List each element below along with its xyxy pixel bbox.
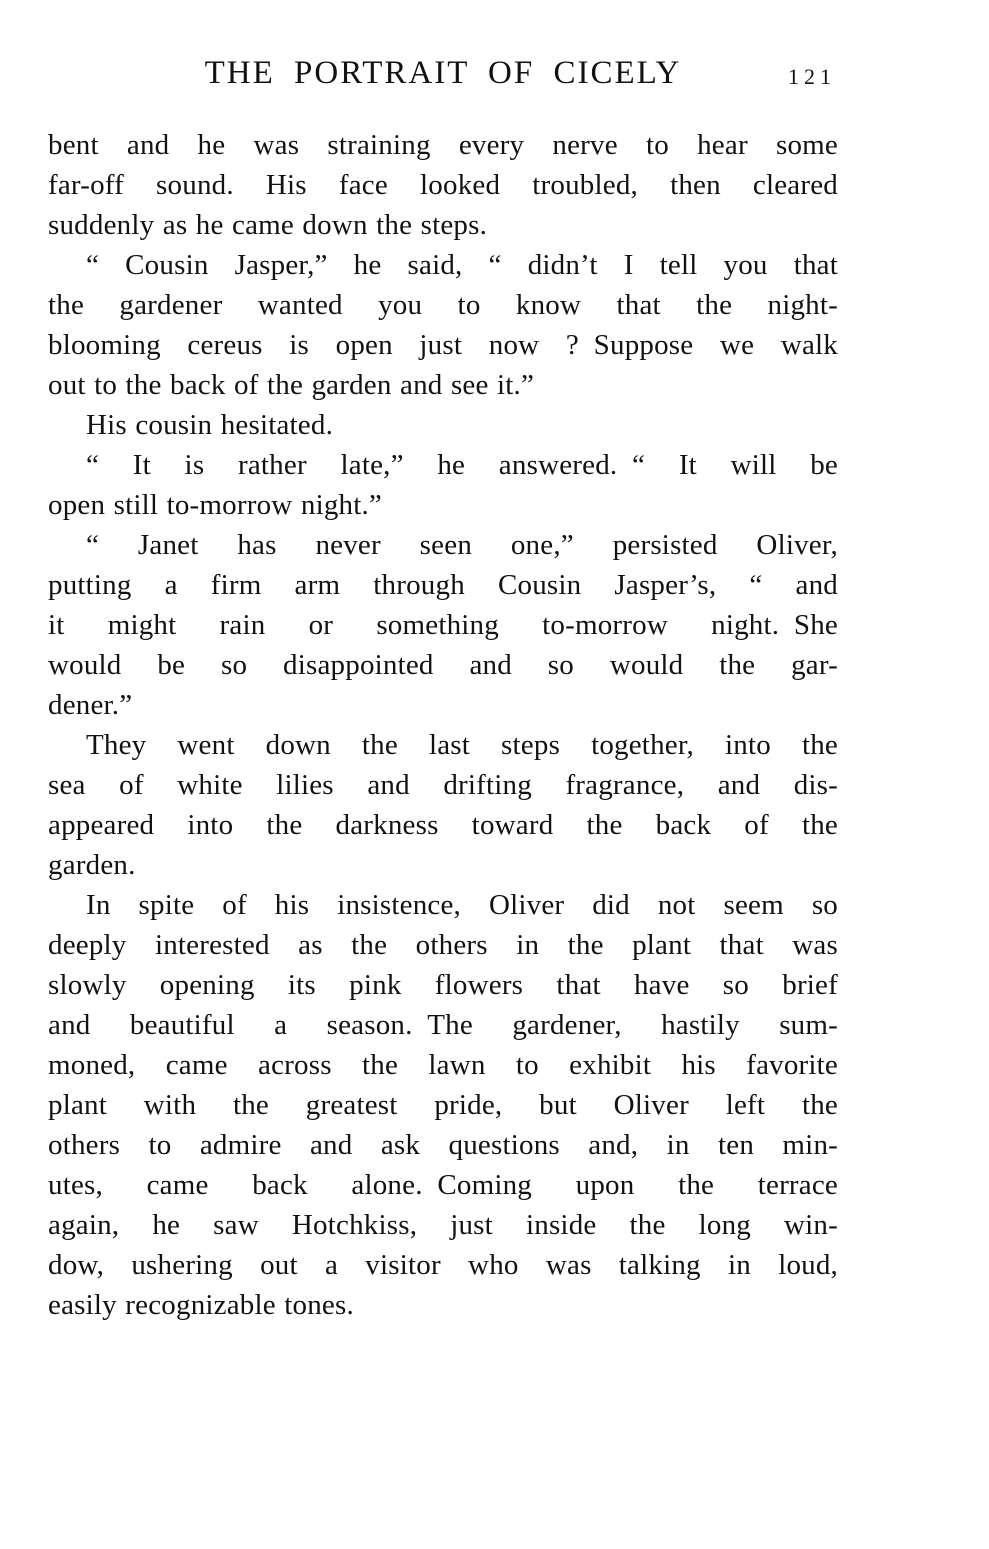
text-line: blooming cereus is open just now ? Suppose we walk	[48, 329, 838, 361]
chapter-running-title: THE PORTRAIT OF CICELY	[204, 55, 682, 91]
paragraph	[48, 525, 838, 725]
text-line: plant with the greatest pride, but Oliver left the	[48, 1089, 838, 1121]
text-line: moned, came across the lawn to exhibit his favorite	[48, 1049, 838, 1081]
text-line: again, he saw Hotchkiss, just inside the long win-	[48, 1209, 838, 1241]
text-line: sea of white lilies and drifting fragrance, and dis-	[48, 769, 838, 801]
text-column	[48, 52, 838, 1325]
text-line: open still to-morrow night.”	[48, 489, 383, 521]
text-line: garden.	[48, 849, 136, 881]
page-number: 121	[788, 64, 836, 89]
text-line: appeared into the darkness toward the back of the	[48, 809, 838, 841]
text-line: suddenly as he came down the steps.	[48, 209, 488, 241]
text-line: They went down the last steps together, into the	[86, 729, 838, 761]
text-line: slowly opening its pink flowers that have so brief	[48, 969, 838, 1001]
paragraph	[48, 885, 838, 1325]
text-line: others to admire and ask questions and, in ten min-	[48, 1129, 838, 1161]
paragraph	[48, 125, 838, 245]
text-line: and beautiful a season. The gardener, hastily sum-	[48, 1009, 838, 1041]
page-body	[48, 125, 838, 1325]
text-line: the gardener wanted you to know that the night-	[48, 289, 838, 321]
text-line: “ It is rather late,” he answered. “ It will be	[86, 449, 838, 481]
paragraph	[48, 245, 838, 405]
paragraph	[48, 725, 838, 885]
running-header	[48, 52, 838, 94]
paragraph	[48, 405, 838, 445]
text-line: bent and he was straining every nerve to hear some	[48, 129, 838, 161]
text-line: dener.”	[48, 689, 133, 721]
text-line: putting a firm arm through Cousin Jasper’s, “ and	[48, 569, 838, 601]
text-line: deeply interested as the others in the plant that was	[48, 929, 838, 961]
text-line: would be so disappointed and so would the gar-	[48, 649, 838, 681]
text-line: far-off sound. His face looked troubled, then cleared	[48, 169, 838, 201]
text-line: out to the back of the garden and see it.”	[48, 369, 535, 401]
text-line: In spite of his insistence, Oliver did not seem so	[86, 889, 838, 921]
text-line: easily recognizable tones.	[48, 1289, 354, 1321]
text-line: “ Cousin Jasper,” he said, “ didn’t I tell you that	[86, 249, 838, 281]
text-line: “ Janet has never seen one,” persisted Oliver,	[86, 529, 838, 561]
text-line: it might rain or something to-morrow night. She	[48, 609, 838, 641]
text-line: His cousin hesitated.	[86, 409, 334, 441]
text-line: utes, came back alone. Coming upon the terrace	[48, 1169, 838, 1201]
paragraph	[48, 445, 838, 525]
text-line: dow, ushering out a visitor who was talking in loud,	[48, 1249, 838, 1281]
